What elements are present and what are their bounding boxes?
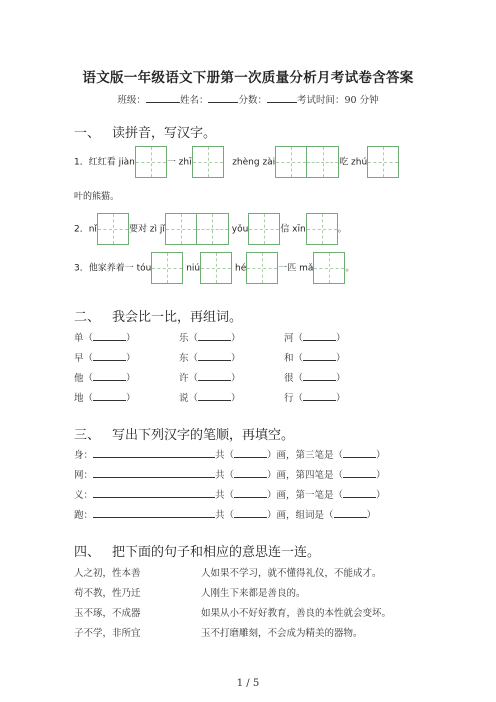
word-row-1: 单（ ） 乐（ ） 河（ ） [74, 333, 346, 344]
stroke-count-blank[interactable] [234, 488, 267, 498]
pinyin-line-1-cont: 叶的熊猫。 [74, 192, 120, 202]
pinyin-line-2: 2．nǐ 要对 zì jǐ yǒu 信 xīn 。 [74, 213, 347, 245]
word-row-3: 他（ ） 许（ ） 很（ ） [74, 373, 346, 384]
stroke-row-4: 跑： 共（ ）画，组词是（ ） [74, 510, 377, 521]
name-blank[interactable] [208, 93, 238, 103]
score-label: 分数： [238, 95, 267, 106]
pinyin-line-3: 3．他家养着一 tóu niú hé 一匹 mǎ 。 [74, 252, 354, 284]
stroke-count-blank[interactable] [234, 448, 267, 458]
char-box[interactable] [307, 146, 339, 178]
char-box[interactable] [275, 146, 307, 178]
answer-blank[interactable] [343, 468, 376, 478]
char-box[interactable] [200, 252, 232, 284]
class-label: 班级： [117, 95, 146, 106]
char-box[interactable] [246, 252, 278, 284]
class-blank[interactable] [146, 93, 180, 103]
char-box[interactable] [151, 252, 183, 284]
pinyin-line-1: 1．红红看 jiàn 一 zhī zhèng zài 吃 zhú [74, 146, 399, 178]
stroke-order-blank[interactable] [93, 448, 215, 458]
char-box[interactable] [165, 213, 197, 245]
name-label: 姓名： [179, 95, 209, 106]
info-line [0, 92, 496, 106]
page-title: 语文版一年级语文下册第一次质量分析月考试卷含答案 [82, 70, 414, 86]
char-box[interactable] [306, 213, 338, 245]
score-blank[interactable] [267, 93, 297, 103]
answer-blank[interactable] [303, 331, 336, 341]
section1-heading: 一、 读拼音，写汉字。 [74, 126, 217, 141]
stroke-row-2: 网： 共（ ）画，第四笔是（ ） [74, 470, 386, 481]
stroke-row-3: 义： 共（ ）画，第一笔是（ ） [74, 490, 386, 501]
answer-blank[interactable] [198, 351, 231, 361]
stroke-order-blank[interactable] [93, 508, 215, 518]
char-box[interactable] [248, 213, 280, 245]
match-right-1[interactable]: 人如果不学习，就不懂得礼仪，不能成才。 [201, 568, 382, 579]
section2-heading: 二、 我会比一比，再组词。 [74, 310, 243, 325]
answer-blank[interactable] [93, 351, 126, 361]
match-left-2[interactable]: 苟不教，性乃迁 [74, 588, 141, 599]
answer-blank[interactable] [93, 371, 126, 381]
match-left-3[interactable]: 玉不琢，不成器 [74, 608, 141, 619]
char-box[interactable] [197, 213, 229, 245]
answer-blank[interactable] [198, 391, 231, 401]
answer-blank[interactable] [334, 508, 367, 518]
match-left-1[interactable]: 人之初，性本善 [74, 568, 141, 579]
match-right-4[interactable]: 玉不打磨雕刻，不会成为精美的器物。 [201, 628, 363, 639]
answer-blank[interactable] [198, 371, 231, 381]
time-label: 考试时间：90 分钟 [296, 95, 379, 106]
stroke-row-1: 身： 共（ ）画，第三笔是（ ） [74, 450, 386, 461]
answer-blank[interactable] [303, 371, 336, 381]
answer-blank[interactable] [343, 448, 376, 458]
answer-blank[interactable] [303, 351, 336, 361]
stroke-count-blank[interactable] [234, 508, 267, 518]
char-box[interactable] [192, 146, 224, 178]
char-box[interactable] [313, 252, 345, 284]
stroke-order-blank[interactable] [93, 468, 215, 478]
match-right-2[interactable]: 人刚生下来都是善良的。 [201, 588, 306, 599]
stroke-count-blank[interactable] [234, 468, 267, 478]
char-box[interactable] [367, 146, 399, 178]
section4-heading: 四、 把下面的句子和相应的意思连一连。 [74, 545, 321, 560]
word-row-2: 早（ ） 东（ ） 和（ ） [74, 353, 346, 364]
match-right-3[interactable]: 如果从小不好好教育，善良的本性就会变坏。 [201, 608, 392, 619]
stroke-order-blank[interactable] [93, 488, 215, 498]
answer-blank[interactable] [303, 391, 336, 401]
section3-heading: 三、 写出下列汉字的笔顺，再填空。 [74, 428, 295, 443]
answer-blank[interactable] [198, 331, 231, 341]
answer-blank[interactable] [93, 391, 126, 401]
page-number: 1 / 5 [236, 678, 260, 689]
answer-blank[interactable] [93, 331, 126, 341]
word-row-4: 地（ ） 说（ ） 行（ ） [74, 393, 346, 404]
answer-blank[interactable] [343, 488, 376, 498]
char-box[interactable] [97, 213, 129, 245]
char-box[interactable] [135, 146, 167, 178]
match-left-4[interactable]: 子不学，非所宜 [74, 628, 141, 639]
